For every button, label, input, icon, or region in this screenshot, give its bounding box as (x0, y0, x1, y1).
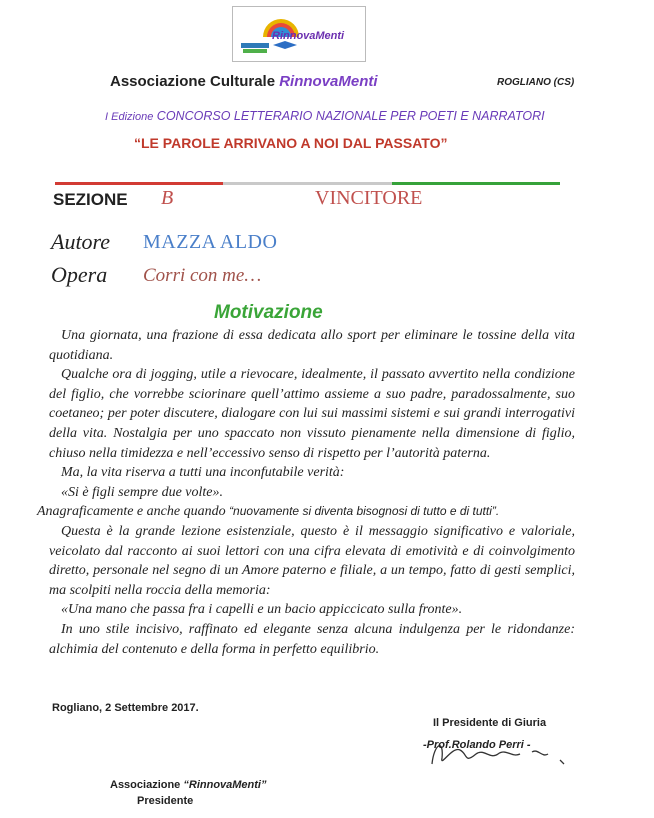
author-label: Autore (51, 229, 111, 254)
footer-association (110, 779, 267, 791)
motivation-title: Motivazione (214, 302, 323, 323)
tricolor-divider (55, 182, 560, 185)
work-value: Corri con me… (143, 265, 262, 286)
footer-association-prefix: Associazione (110, 779, 181, 791)
jury-president-name: -Prof.Rolando Perri - (423, 739, 531, 751)
motivation-quote: «Una mano che passa fra i capelli e un bacio appiccicato sulla fronte». (61, 602, 463, 618)
edition-line (105, 109, 545, 123)
association-title (110, 73, 378, 90)
association-prefix: Associazione Culturale (110, 73, 276, 90)
motivation-paragraph: In uno stile incisivo, raffinato ed elegante senza alcuna indulgenza per le ridondanze: alchimia del contenuto e della forma in perfetto equilibrio. (49, 621, 575, 657)
city: ROGLIANO (CS) (497, 77, 575, 88)
edition-prefix: I Edizione (105, 111, 154, 123)
motivation-paragraph: Questa è la grande lezione esistenziale, questo è il messaggio significativo e valoriale, veicolato dal racconto ai suoi lettori con una cifra elevata di emotività e di coinvolgimento diretto, personale nel segno di un Amore paterno e filiale, a un tempo, fatto di gesti semplici, ma scolpiti nella roccia della memoria: (49, 523, 575, 598)
jury-president-title: Il Presidente di Giuria (433, 717, 547, 729)
motivation-paragraph: Ma, la vita riserva a tutti una inconfutabile verità: (61, 465, 345, 481)
motivation-text: Anagraficamente e anche quando (37, 504, 226, 520)
edition-title: CONCORSO LETTERARIO NAZIONALE PER POETI E NARRATORI (156, 109, 545, 123)
motivation-paragraph: Una giornata, una frazione di essa dedicata allo sport per eliminare le tossine della vita quotidiana. (49, 328, 575, 363)
slogan: “LE PAROLE ARRIVANO A NOI DAL PASSATO” (134, 135, 448, 151)
motivation-paragraph: Qualche ora di jogging, utile a rievocare, idealmente, il passato avvertito nella condizione del figlio, che vorrebbe sciorinare quell’attimo assieme a suo padre, paradossalmente, suo coetaneo; per poter discutere, dialogare con lui sui massimi sistemi e sui grandi interrogativi della vita. Nostalgia per uno spaccato non vissuto pienamente nella dimensione di figlio, chiuso nella timidezza e nell’eccessivo senso di rispetto per l’autorità paterna. (49, 367, 575, 461)
date: Rogliano, 2 Settembre 2017. (52, 702, 199, 714)
motivation-paragraph (37, 502, 575, 522)
work-label: Opera (51, 262, 108, 287)
footer-role: Presidente (137, 795, 194, 807)
motivation-inline-quote: “nuovamente si diventa bisognosi di tutto e di tutti”. (229, 504, 500, 519)
motivation-quote: «Si è figli sempre due volte». (61, 484, 223, 500)
award-result: VINCITORE (315, 187, 423, 209)
logo-text: RinnovaMenti (272, 30, 345, 42)
section-value: B (161, 187, 174, 209)
association-name: RinnovaMenti (279, 73, 378, 90)
motivation-body (37, 326, 575, 659)
footer-association-name: “RinnovaMenti” (183, 779, 267, 791)
section-label: SEZIONE (53, 190, 128, 209)
author-value: MAZZA ALDO (143, 231, 278, 253)
